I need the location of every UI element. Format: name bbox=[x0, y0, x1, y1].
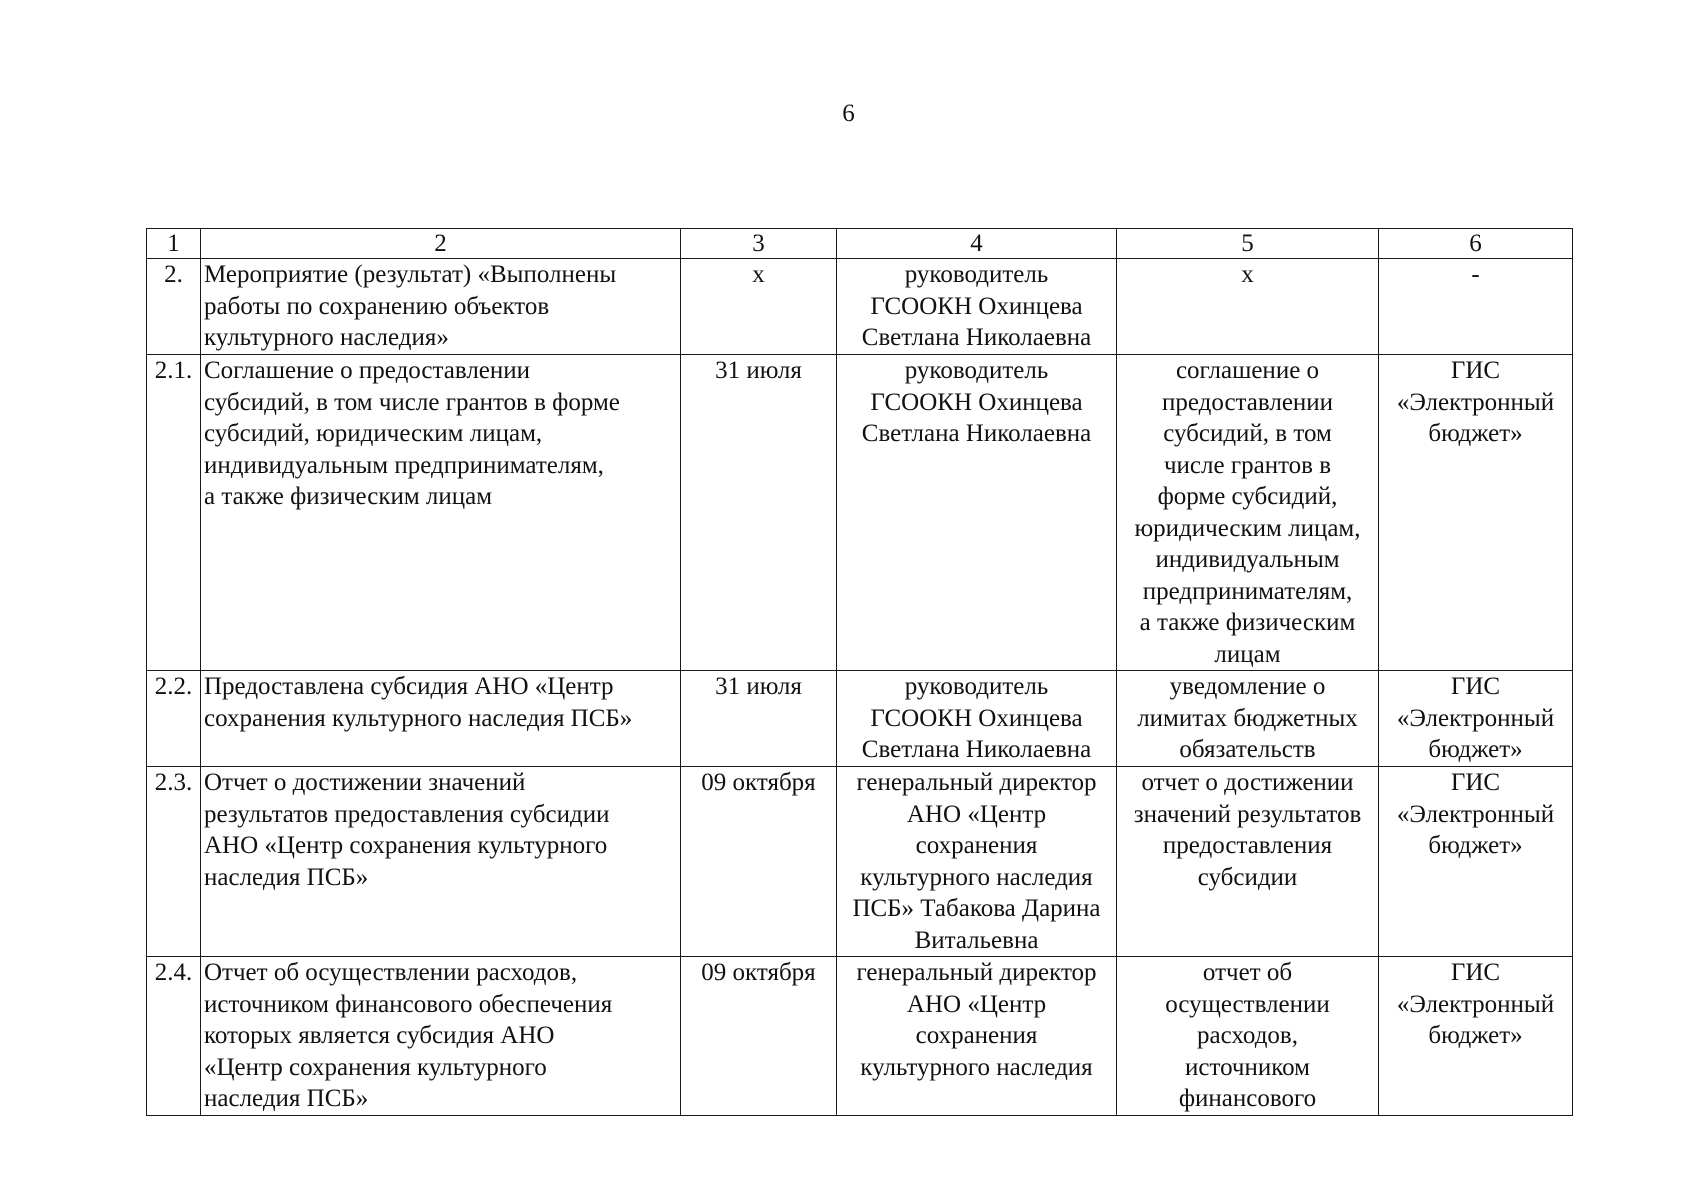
information-system: ГИС «Электронный бюджет» bbox=[1379, 767, 1573, 957]
deadline-date: 09 октября bbox=[681, 957, 837, 1116]
column-number-1: 1 bbox=[147, 229, 201, 259]
column-number-6: 6 bbox=[1379, 229, 1573, 259]
events-table bbox=[146, 228, 1573, 1116]
row-number: 2.1. bbox=[147, 355, 201, 671]
table-row bbox=[147, 767, 1573, 957]
responsible-person: генеральный директор АНО «Центр сохранения культурного наследия bbox=[837, 957, 1117, 1116]
information-system: ГИС «Электронный бюджет» bbox=[1379, 671, 1573, 767]
deadline-date: 31 июля bbox=[681, 355, 837, 671]
result-document: х bbox=[1117, 259, 1379, 355]
event-name: Отчет об осуществлении расходов, источником финансового обеспечения которых является субсидия АНО «Центр сохранения культурного наследия ПСБ» bbox=[201, 957, 681, 1116]
table-row bbox=[147, 259, 1573, 355]
table-header-row bbox=[147, 229, 1573, 259]
event-name: Мероприятие (результат) «Выполнены работы по сохранению объектов культурного наследия» bbox=[201, 259, 681, 355]
row-number: 2.2. bbox=[147, 671, 201, 767]
information-system: ГИС «Электронный бюджет» bbox=[1379, 957, 1573, 1116]
row-number: 2. bbox=[147, 259, 201, 355]
result-document: соглашение о предоставлении субсидий, в том числе грантов в форме субсидий, юридическим лицам, индивидуальным предпринимателям, а также физическим лицам bbox=[1117, 355, 1379, 671]
event-name: Отчет о достижении значений результатов предоставления субсидии АНО «Центр сохранения культурного наследия ПСБ» bbox=[201, 767, 681, 957]
deadline-date: 09 октября bbox=[681, 767, 837, 957]
information-system: - bbox=[1379, 259, 1573, 355]
row-number: 2.4. bbox=[147, 957, 201, 1116]
column-number-2: 2 bbox=[201, 229, 681, 259]
row-number: 2.3. bbox=[147, 767, 201, 957]
responsible-person: руководитель ГСООКН Охинцева Светлана Николаевна bbox=[837, 355, 1117, 671]
deadline-date: 31 июля bbox=[681, 671, 837, 767]
deadline-date: х bbox=[681, 259, 837, 355]
column-number-5: 5 bbox=[1117, 229, 1379, 259]
responsible-person: руководитель ГСООКН Охинцева Светлана Николаевна bbox=[837, 671, 1117, 767]
column-number-4: 4 bbox=[837, 229, 1117, 259]
result-document: отчет о достижении значений результатов предоставления субсидии bbox=[1117, 767, 1379, 957]
result-document: уведомление о лимитах бюджетных обязательств bbox=[1117, 671, 1379, 767]
responsible-person: руководитель ГСООКН Охинцева Светлана Николаевна bbox=[837, 259, 1117, 355]
column-number-3: 3 bbox=[681, 229, 837, 259]
information-system: ГИС «Электронный бюджет» bbox=[1379, 355, 1573, 671]
page-number: 6 bbox=[842, 100, 855, 127]
table-row bbox=[147, 957, 1573, 1116]
result-document: отчет об осуществлении расходов, источником финансового bbox=[1117, 957, 1379, 1116]
table-row bbox=[147, 671, 1573, 767]
event-name: Предоставлена субсидия АНО «Центр сохранения культурного наследия ПСБ» bbox=[201, 671, 681, 767]
table-row bbox=[147, 355, 1573, 671]
responsible-person: генеральный директор АНО «Центр сохранения культурного наследия ПСБ» Табакова Дарина Витальевна bbox=[837, 767, 1117, 957]
event-name: Соглашение о предоставлении субсидий, в том числе грантов в форме субсидий, юридическим лицам, индивидуальным предпринимателям, а также физическим лицам bbox=[201, 355, 681, 671]
